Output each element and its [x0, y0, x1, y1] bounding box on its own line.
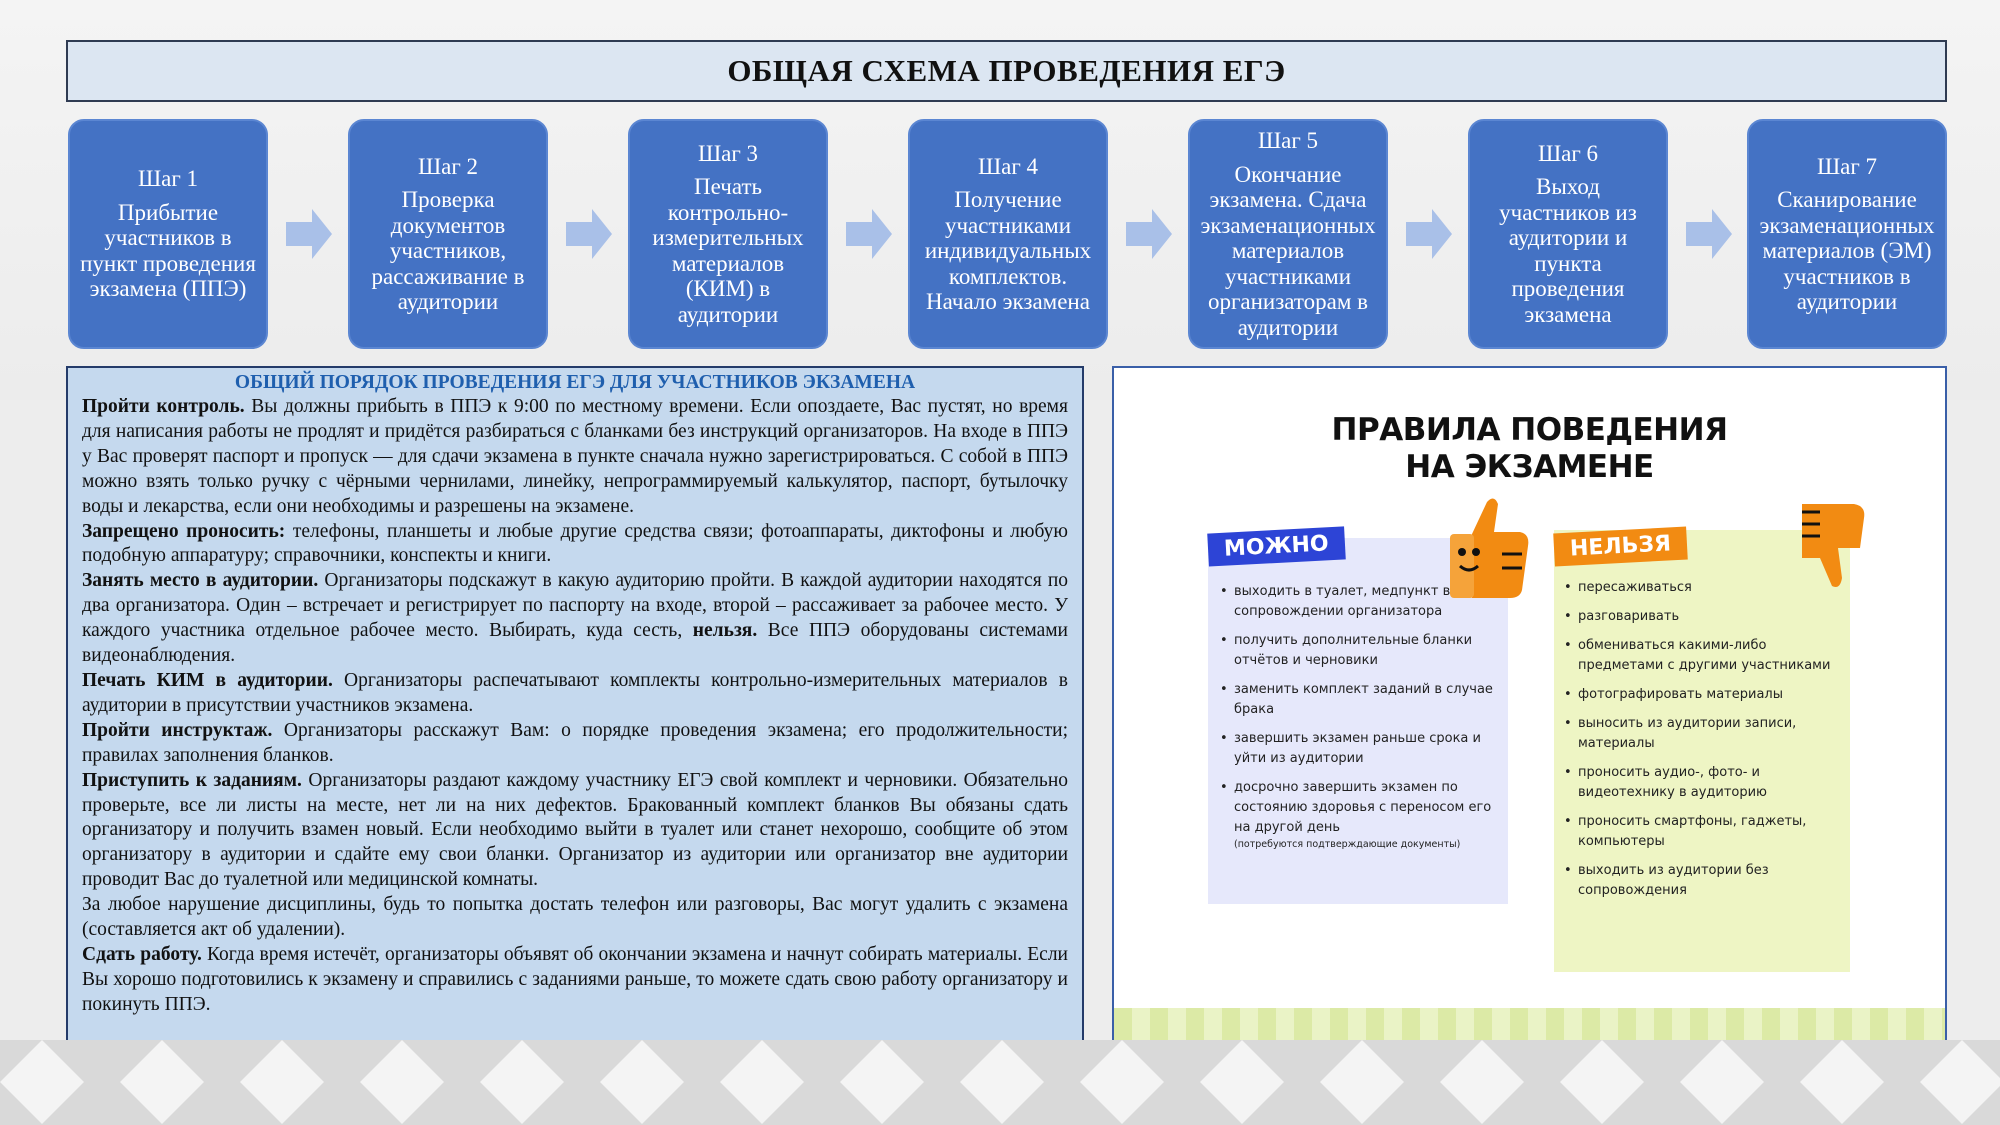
- can-tag: МОЖНО: [1207, 526, 1345, 566]
- step-number: Шаг 4: [977, 153, 1039, 179]
- list-item: • выносить из аудитории записи, материалы: [1562, 714, 1850, 754]
- list-item: • выходить из аудитории без сопровождения: [1562, 861, 1850, 901]
- paragraph-text: телефоны, планшеты и любые другие средства связи; фотоаппараты, диктофоны и любую подобную аппаратуру; справочники, конспекты и книги.: [82, 520, 1068, 567]
- paragraph-lead: Занять место в аудитории.: [82, 570, 319, 592]
- arrow-right-icon: [1686, 209, 1732, 259]
- list-item: • фотографировать материалы: [1562, 685, 1850, 705]
- procedure-paragraph: [82, 719, 1068, 769]
- rules-poster: [1112, 366, 1947, 1044]
- steps-flow: [66, 119, 1947, 349]
- list-item: • выходить в туалет, медпункт в сопровождении организатора: [1218, 582, 1498, 622]
- arrow-right-icon: [1406, 209, 1452, 259]
- procedure-paragraph: [82, 569, 1068, 669]
- procedure-paragraph: [82, 520, 1068, 570]
- rules-title-line: НА ЭКЗАМЕНЕ: [1405, 449, 1654, 485]
- step-1: [68, 119, 268, 349]
- rules-title: [1114, 412, 1945, 486]
- paragraph-lead: Пройти контроль.: [82, 396, 245, 417]
- arrow-right-icon: [286, 209, 332, 259]
- step-number: Шаг 1: [137, 166, 199, 192]
- list-item-note: (потребуются подтверждающие документы): [1234, 839, 1461, 850]
- list-item: • завершить экзамен раньше срока и уйти из аудитории: [1218, 729, 1498, 769]
- step-text: Сканирование экзаменационных материалов (ЭМ) участников в аудитории: [1759, 187, 1935, 314]
- paragraph-text: Организаторы расскажут Вам: о порядке проведения экзамена; его продолжительности; правилах заполнения бланков.: [82, 719, 1068, 766]
- step-4: [908, 119, 1108, 349]
- paragraph-text: Организаторы подскажут в какую аудиторию пройти. В каждой аудитории находятся по два организатора. Один – встречает и регистрирует по паспорту на входе, второй – рассаживает за рабочее место. У каждого участника отдельное рабочее место. Выбирать, куда сесть,: [82, 570, 1069, 642]
- step-text: Проверка документов участников, рассаживание в аудитории: [371, 187, 525, 314]
- list-item-text: досрочно завершить экзамен по состоянию здоровья с переносом его на другой день: [1234, 780, 1492, 835]
- paragraph-text: Все ППЭ оборудованы системами видеонаблюдения.: [82, 620, 1068, 667]
- ornament-border: [0, 1040, 2000, 1125]
- paragraph-lead: Приступить к заданиям.: [82, 769, 302, 791]
- list-item: • пересаживаться: [1562, 578, 1850, 598]
- step-6: [1468, 119, 1668, 349]
- step-number: Шаг 3: [697, 140, 759, 166]
- step-2: [348, 119, 548, 349]
- procedure-paragraph: [82, 669, 1068, 719]
- list-item: [1218, 778, 1498, 851]
- list-item: • проносить аудио-, фото- и видеотехнику в аудиторию: [1562, 763, 1850, 803]
- procedure-paragraph: [82, 769, 1068, 894]
- step-text: Получение участниками индивидуальных комплектов. Начало экзамена: [924, 187, 1092, 314]
- list-item: • заменить комплект заданий в случае брака: [1218, 680, 1498, 720]
- step-text: Прибытие участников в пункт проведения экзамена (ППЭ): [80, 199, 256, 302]
- rules-title-line: ПРАВИЛА ПОВЕДЕНИЯ: [1331, 412, 1728, 448]
- page-title: ОБЩАЯ СХЕМА ПРОВЕДЕНИЯ ЕГЭ: [66, 40, 1947, 102]
- cant-list: [1562, 578, 1850, 910]
- paragraph-lead: Печать КИМ в аудитории.: [82, 669, 333, 691]
- arrow-right-icon: [846, 209, 892, 259]
- arrow-right-icon: [1126, 209, 1172, 259]
- paragraph-lead: Запрещено проносить:: [82, 520, 286, 542]
- cant-tag: НЕЛЬЗЯ: [1553, 527, 1688, 567]
- step-7: [1747, 119, 1947, 349]
- paragraph-lead: Пройти инструктаж.: [82, 719, 273, 741]
- procedure-paragraph: [82, 943, 1068, 1018]
- list-item: • обмениваться какими-либо предметами с другими участниками: [1562, 636, 1850, 676]
- decorative-stripe: [1114, 1008, 1945, 1042]
- step-3: [628, 119, 828, 349]
- step-number: Шаг 7: [1816, 153, 1878, 179]
- step-5: [1188, 119, 1388, 349]
- paragraph-text: Когда время истечёт, организаторы объявят об окончании экзамена и начнут собирать материалы. Если Вы хорошо подготовились к экзамену и справились с заданиями раньше, то можете сдать свою работу организатору и покинуть ППЭ.: [82, 943, 1068, 1015]
- step-number: Шаг 2: [417, 153, 479, 179]
- step-number: Шаг 6: [1537, 140, 1599, 166]
- procedure-heading: ОБЩИЙ ПОРЯДОК ПРОВЕДЕНИЯ ЕГЭ ДЛЯ УЧАСТНИКОВ ЭКЗАМЕНА: [234, 372, 916, 393]
- step-text: Окончание экзамена. Сдача экзаменационных материалов участниками организаторам в аудитории: [1200, 161, 1376, 340]
- procedure-panel: [66, 366, 1084, 1044]
- step-text: Выход участников из аудитории и пункта проведения экзамена: [1499, 174, 1637, 327]
- list-item: • проносить смартфоны, гаджеты, компьютеры: [1562, 812, 1850, 852]
- list-item: • разговаривать: [1562, 607, 1850, 627]
- paragraph-text: Организаторы раздают каждому участнику ЕГЭ свой комплект и черновики. Обязательно проверьте, все ли листы на месте, нет ли на них дефектов. Бракованный комплект бланков Вы обязаны сдать организатору и получить взамен новый. Если необходимо выйти в туалет или станет нехорошо, сообщите об этом организатору в аудитории и сдайте ему свои бланки. Организатор из аудитории или организатор вне аудитории проводит Вас до туалетной или медицинской комнаты.: [82, 769, 1069, 891]
- step-text: Печать контрольно-измерительных материалов (КИМ) в аудитории: [652, 174, 804, 327]
- procedure-paragraph: [82, 395, 1068, 520]
- procedure-paragraph: За любое нарушение дисциплины, будь то попытка достать телефон или разговоры, Вас могут удалить с экзамена (составляется акт об удалении).: [82, 894, 1068, 941]
- can-list: [1218, 582, 1498, 860]
- list-item: • получить дополнительные бланки отчётов и черновики: [1218, 631, 1498, 671]
- step-number: Шаг 5: [1257, 128, 1319, 153]
- arrow-right-icon: [566, 209, 612, 259]
- paragraph-text: Организаторы распечатывают комплекты контрольно-измерительных материалов в аудитории в присутствии участников экзамена.: [82, 669, 1069, 716]
- paragraph-text: Вы должны прибыть в ППЭ к 9:00 по местному времени. Если опоздаете, Вас пустят, но время для написания работы не продлят и придётся разбираться с бланками без инструкций организаторов. На входе в ППЭ у Вас проверят паспорт и пропуск — для сдачи экзамена в пункте сначала нужно зарегистрироваться. С собой в ППЭ можно взять только ручку с чёрными чернилами, линейку, непрограммируемый калькулятор, паспорт, бутылочку воды и лекарства, если они необходимы и разрешены на экзамене.: [82, 396, 1068, 517]
- paragraph-lead: Сдать работу.: [82, 943, 202, 965]
- paragraph-emphasis: нельзя.: [692, 620, 758, 642]
